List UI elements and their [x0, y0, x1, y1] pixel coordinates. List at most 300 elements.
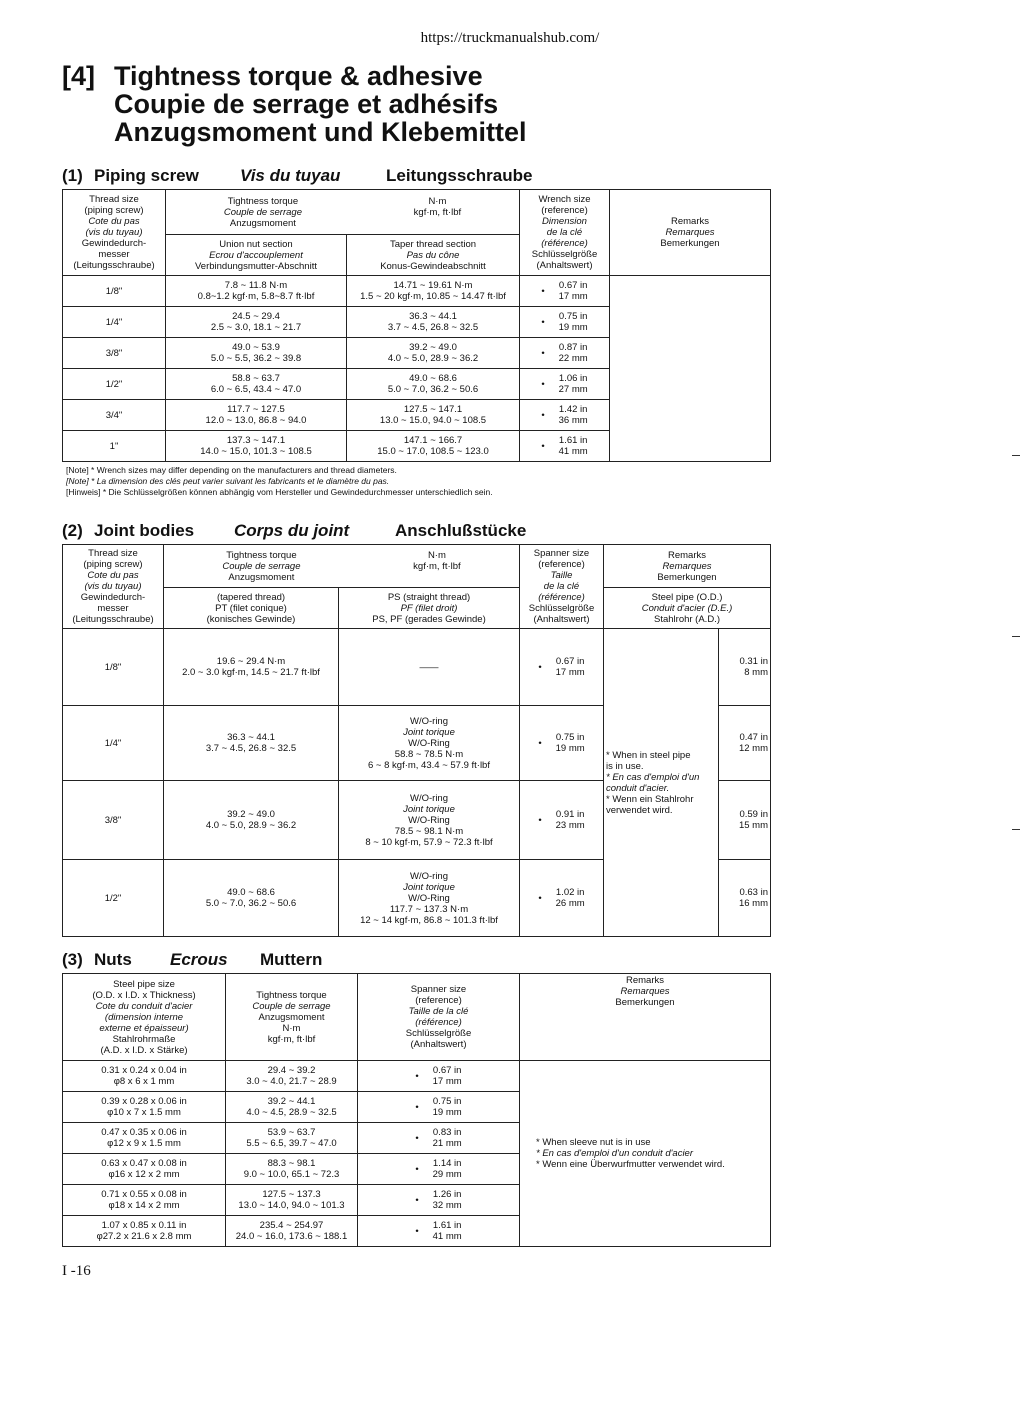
pipe-size-cell-line: φ8 x 6 x 1 mm [113, 1076, 175, 1087]
margin-mark [1012, 829, 1020, 830]
remarks-header-line: Remarks [625, 975, 664, 986]
bullet: • [538, 661, 542, 673]
ps-torque [339, 706, 520, 781]
spanner-size-header-line: de la clé [543, 581, 580, 592]
spanner-size-header-line: (reference) [538, 559, 585, 570]
section1-fr: Vis du tuyau [240, 166, 341, 185]
section2-en: Joint bodies [94, 521, 195, 540]
bullet: • [415, 1070, 419, 1082]
spanner-size-cell [358, 1216, 520, 1247]
section3-en: Nuts [94, 950, 132, 969]
bullet: • [541, 316, 545, 328]
section1-title [62, 166, 562, 186]
spanner-size-cell-line: 41 mm [432, 1231, 462, 1242]
remarks-header [610, 190, 771, 276]
spanner-size-cell-line: 0.91 in [555, 809, 585, 820]
torque-header-line: Anzugsmoment [229, 217, 296, 229]
heading-en-text: Tightness torque & adhesive [114, 61, 483, 91]
ps-header [339, 588, 520, 629]
union-nut-torque-line: 117.7 ~ 127.5 [227, 404, 285, 415]
union-nut-header-line: Ecrou d'accouplement [209, 249, 303, 261]
remark-text-line: * When in steel pipe [606, 749, 691, 761]
bullet: • [538, 814, 542, 826]
union-nut-torque-line: 2.5 ~ 3.0, 18.1 ~ 21.7 [210, 322, 302, 333]
pt-torque-line: 19.6 ~ 29.4 N·m [216, 656, 286, 667]
taper-thread-torque-line: 15.0 ~ 17.0, 108.5 ~ 123.0 [377, 446, 489, 457]
thread-size-cell-line: 1/8" [104, 661, 122, 673]
nut-torque-line: 53.9 ~ 63.7 [267, 1127, 316, 1138]
ps-torque-line: 58.8 ~ 78.5 N·m [394, 748, 464, 760]
remarks-header-line: Remarques [620, 986, 670, 997]
pipe-size-header-line: (dimension interne [104, 1011, 184, 1023]
wrench-size-header-line: Schlüsselgröße [531, 249, 598, 260]
thread-size-cell [63, 431, 166, 462]
nut-torque-line: 9.0 ~ 10.0, 65.1 ~ 72.3 [243, 1169, 340, 1180]
pt-torque [164, 860, 339, 937]
pt-torque-line: 5.0 ~ 7.0, 36.2 ~ 50.6 [205, 898, 297, 909]
steel-pipe-cell-line: 0.47 in [739, 732, 768, 743]
wrench-size-cell-line: 27 mm [558, 384, 588, 395]
thread-size-header-line: Thread size [88, 548, 138, 559]
union-nut-torque [166, 431, 347, 462]
nut-torque-line: 39.2 ~ 44.1 [267, 1096, 316, 1107]
ps-torque-line: 6 ~ 8 kgf·m, 43.4 ~ 57.9 ft·lbf [368, 759, 490, 771]
union-nut-torque [166, 369, 347, 400]
remarks-header-line: Remarks [667, 549, 706, 561]
ps-header-line: PF (filet droit) [400, 602, 458, 614]
pipe-size-cell-line: 0.31 x 0.24 x 0.04 in [101, 1065, 187, 1076]
section1-de: Leitungsschraube [386, 166, 533, 185]
pt-torque-line: 4.0 ~ 5.0, 28.9 ~ 36.2 [205, 820, 297, 831]
bullet: • [415, 1194, 419, 1206]
remarks-cell [610, 276, 771, 462]
bullet: • [415, 1163, 419, 1175]
pt-header-line: (tapered thread) [216, 591, 286, 603]
wrench-size-cell-line: 0.67 in [558, 280, 588, 291]
nut-torque-line: 3.0 ~ 4.0, 21.7 ~ 28.9 [246, 1076, 337, 1087]
ps-torque-line: W/O-ring [410, 870, 448, 882]
steel-pipe-header-line: Conduit d'acier (D.E.) [641, 602, 733, 614]
ps-torque [339, 629, 520, 706]
wrench-size-cell-line: 0.75 in [558, 311, 588, 322]
pipe-size-cell [63, 1216, 226, 1247]
pipe-size-cell-line: φ16 x 12 x 2 mm [108, 1169, 180, 1180]
union-nut-torque [166, 338, 347, 369]
nut-torque-line: 13.0 ~ 14.0, 94.0 ~ 101.3 [238, 1200, 345, 1211]
nut-torque-line: 4.0 ~ 4.5, 28.9 ~ 32.5 [246, 1107, 337, 1118]
thread-size-header-line: Gewindedurch- [81, 238, 147, 249]
union-nut-torque-line: 0.8~1.2 kgf·m, 5.8~8.7 ft·lbf [197, 291, 315, 302]
remark-text-line: * Wenn ein Stahlrohr [606, 793, 694, 805]
wrench-size-header-line: (reference) [541, 205, 588, 216]
nut-torque-line: 24.0 ~ 16.0, 173.6 ~ 188.1 [235, 1231, 348, 1242]
nut-torque-line: 235.4 ~ 254.97 [259, 1220, 324, 1231]
taper-thread-torque [347, 338, 520, 369]
wrench-size-cell [520, 276, 610, 307]
remark-text-line: * When sleeve nut is in use [536, 1137, 651, 1148]
pipe-size-cell [63, 1185, 226, 1216]
remarks-cell [604, 629, 719, 937]
steel-pipe-cell-line: 15 mm [738, 820, 768, 831]
bullet: • [541, 347, 545, 359]
spanner-size-header-line: Schlüsselgröße [528, 603, 595, 614]
taper-thread-header-line: Pas du cône [406, 249, 460, 261]
spanner-size-cell-line: 23 mm [555, 820, 585, 831]
union-nut-header-line: Verbindungsmutter-Abschnitt [195, 260, 317, 272]
spanner-size-cell-line: 0.67 in [555, 656, 585, 667]
steel-pipe-cell [719, 629, 771, 706]
nut-torque-line: 5.5 ~ 6.5, 39.7 ~ 47.0 [246, 1138, 337, 1149]
wrench-size-cell [520, 307, 610, 338]
spanner-size-cell-line: 1.14 in [432, 1158, 462, 1169]
thread-size-cell [63, 276, 166, 307]
ps-torque-line: W/O-Ring [408, 737, 450, 749]
wrench-size-cell [520, 369, 610, 400]
bullet: • [541, 285, 545, 297]
taper-thread-torque [347, 400, 520, 431]
pt-torque-line: 39.2 ~ 49.0 [227, 809, 275, 820]
pipe-size-cell [63, 1092, 226, 1123]
ps-torque-line: Joint torique [403, 803, 455, 815]
taper-thread-torque-line: 1.5 ~ 20 kgf·m, 10.85 ~ 14.47 ft·lbf [360, 291, 506, 302]
thread-size-cell-line: 1" [109, 440, 119, 452]
ps-torque-line: W/O-ring [410, 792, 448, 804]
steel-pipe-header [604, 588, 771, 629]
section3-fr: Ecrous [170, 950, 228, 969]
bullet: • [541, 409, 545, 421]
pipe-size-cell [63, 1154, 226, 1185]
nut-torque-line: 88.3 ~ 98.1 [267, 1158, 316, 1169]
spanner-size-cell [358, 1154, 520, 1185]
steel-pipe-cell [719, 860, 771, 937]
table-row [63, 276, 771, 307]
ps-torque-line: Joint torique [403, 881, 455, 893]
taper-thread-torque [347, 431, 520, 462]
pipe-size-cell-line: 0.71 x 0.55 x 0.08 in [101, 1189, 187, 1200]
wrench-size-cell-line: 17 mm [558, 291, 588, 302]
note-fr: [Note] * La dimension des clés peut varier suivant les fabricants et le diamètre du pas. [66, 476, 390, 486]
wrench-size-cell-line: 41 mm [558, 446, 588, 457]
union-nut-torque [166, 400, 347, 431]
nut-torque [226, 1185, 358, 1216]
heading-de: Anzugsmoment und Klebemittel [114, 117, 527, 147]
spanner-size-header-line: Schlüsselgröße [405, 1028, 472, 1039]
thread-size-header-line: messer [98, 249, 130, 260]
union-nut-torque-line: 14.0 ~ 15.0, 101.3 ~ 108.5 [200, 446, 312, 457]
taper-thread-torque-line: 4.0 ~ 5.0, 28.9 ~ 36.2 [387, 353, 479, 364]
ps-torque-line: Joint torique [403, 726, 455, 738]
steel-pipe-header-line: Steel pipe (O.D.) [651, 591, 723, 603]
ps-torque [339, 860, 520, 937]
thread-size-cell [63, 369, 166, 400]
wrench-size-header-line: Wrench size [538, 194, 591, 205]
pipe-size-header-line: externe et épaisseur) [99, 1022, 189, 1034]
pt-torque [164, 706, 339, 781]
pt-header [164, 588, 339, 629]
thread-size-header-line: messer [97, 603, 129, 614]
torque-header [226, 974, 358, 1061]
note-de: [Hinweis] * Die Schlüsselgrößen können abhängig vom Hersteller und Gewindedurchmesser unterschiedlich sein. [66, 487, 493, 497]
union-nut-torque-line: 58.8 ~ 63.7 [232, 373, 280, 384]
pipe-size-cell-line: φ27.2 x 21.6 x 2.8 mm [96, 1231, 192, 1242]
thread-size-cell-line: 1/2" [104, 892, 122, 904]
wrench-size-cell [520, 400, 610, 431]
wrench-size-cell-line: 0.87 in [558, 342, 588, 353]
table-header-row [63, 974, 771, 1061]
wrench-size-cell-line: 22 mm [558, 353, 588, 364]
bullet: • [538, 737, 542, 749]
spanner-size-cell [520, 860, 604, 937]
spanner-size-cell-line: 0.75 in [555, 732, 585, 743]
ps-torque [339, 781, 520, 860]
spanner-size-cell-line: 19 mm [432, 1107, 462, 1118]
thread-size-cell-line: 3/8" [105, 347, 123, 359]
spanner-size-header-line: Spanner size [410, 984, 467, 995]
torque-header-line: Couple de serrage [223, 206, 302, 218]
spanner-size-cell-line: 0.75 in [432, 1096, 462, 1107]
spanner-size-cell-line: 26 mm [555, 898, 585, 909]
spanner-size-cell [520, 781, 604, 860]
steel-pipe-cell-line: 8 mm [744, 667, 768, 678]
steel-pipe-cell-line: 16 mm [738, 898, 768, 909]
spanner-size-header [520, 545, 604, 629]
remarks-header-line: Remarques [665, 227, 715, 238]
bullet: • [541, 440, 545, 452]
spanner-size-cell [358, 1061, 520, 1092]
taper-thread-header [347, 235, 520, 276]
thread-size-cell [63, 629, 164, 706]
remark-text-line: conduit d'acier. [606, 782, 670, 794]
spanner-size-cell-line: 21 mm [432, 1138, 462, 1149]
section3-title [62, 950, 562, 970]
pt-torque-line: 36.3 ~ 44.1 [227, 732, 275, 743]
steel-pipe-cell-line: 0.63 in [739, 887, 768, 898]
spanner-size-header-line: (référence) [538, 592, 585, 603]
nut-torque-line: 29.4 ~ 39.2 [267, 1065, 316, 1076]
pipe-size-cell-line: φ18 x 14 x 2 mm [108, 1200, 180, 1211]
pipe-size-cell [63, 1123, 226, 1154]
union-nut-torque [166, 307, 347, 338]
thread-size-header-line: (Leitungsschraube) [72, 614, 154, 625]
ps-torque-line: W/O-Ring [408, 814, 450, 826]
section3-num: (3) [62, 950, 83, 969]
pipe-size-cell-line: 0.47 x 0.35 x 0.06 in [101, 1127, 187, 1138]
ps-torque-line: 8 ~ 10 kgf·m, 57.9 ~ 72.3 ft·lbf [365, 836, 493, 848]
spanner-size-cell [520, 706, 604, 781]
nut-torque [226, 1061, 358, 1092]
remark-text-line: * En cas d'emploi d'un [606, 771, 700, 783]
taper-thread-header-line: Konus-Gewindeabschnitt [380, 260, 486, 272]
torque-header-line: Tightness torque [226, 549, 297, 561]
remark-text-line: * Wenn eine Überwurfmutter verwendet wird. [536, 1159, 725, 1170]
joint-bodies-table [62, 544, 771, 937]
nuts-table [62, 973, 771, 1247]
thread-size-header-line: Cote du pas [87, 570, 139, 581]
wrench-size-cell [520, 338, 610, 369]
thread-size-header [63, 545, 164, 629]
torque-header-line: kgf·m, ft·lbf [267, 1033, 316, 1045]
pipe-size-header-line: Cote du conduit d'acier [95, 1000, 193, 1012]
spanner-size-cell-line: 29 mm [432, 1169, 462, 1180]
torque-header-line: Tightness torque [227, 195, 299, 207]
thread-size-cell [63, 400, 166, 431]
table-header-row [63, 190, 771, 235]
units-header-line: kgf·m, ft·lbf [413, 206, 462, 218]
spanner-size-cell-line: 0.83 in [432, 1127, 462, 1138]
pipe-size-header-line: (O.D. x I.D. x Thickness) [92, 989, 196, 1001]
union-nut-torque-line: 5.0 ~ 5.5, 36.2 ~ 39.8 [210, 353, 302, 364]
thread-size-header-line: (piping screw) [84, 205, 144, 216]
spanner-size-header [358, 974, 520, 1061]
thread-size-header-line: (vis du tuyau) [84, 581, 142, 592]
ps-header-line: PS, PF (gerades Gewinde) [372, 613, 486, 625]
union-nut-torque-line: 12.0 ~ 13.0, 86.8 ~ 94.0 [205, 415, 307, 426]
thread-size-cell [63, 706, 164, 781]
union-nut-header [166, 235, 347, 276]
pt-header-line: (konisches Gewinde) [206, 613, 296, 625]
wrench-size-cell [520, 431, 610, 462]
spanner-size-cell-line: 32 mm [432, 1200, 462, 1211]
pipe-size-header-line: Steel pipe size [113, 978, 175, 990]
remarks-header-line: Remarks [670, 216, 709, 227]
wrench-size-cell-line: 36 mm [558, 415, 588, 426]
nut-torque [226, 1123, 358, 1154]
wrench-size-header-line: (Anhaltswert) [536, 260, 593, 271]
taper-thread-torque-line: 39.2 ~ 49.0 [409, 342, 457, 353]
heading-number: [4] [62, 61, 95, 91]
pipe-size-cell-line: 0.63 x 0.47 x 0.08 in [101, 1158, 187, 1169]
wrench-size-cell-line: 1.42 in [558, 404, 588, 415]
pt-torque-line: 49.0 ~ 68.6 [227, 887, 275, 898]
margin-mark [1012, 455, 1020, 456]
source-url: https://truckmanualshub.com/ [420, 30, 600, 46]
units-header-line: N·m [427, 549, 446, 561]
spanner-size-header-line: Taille [550, 570, 573, 581]
ps-torque-line: W/O-Ring [408, 892, 450, 904]
taper-thread-header-line: Taper thread section [389, 238, 477, 250]
ps-torque-line: W/O-ring [410, 715, 448, 727]
thread-size-cell-line: 3/8" [104, 814, 122, 826]
union-nut-torque-line: 137.3 ~ 147.1 [226, 435, 286, 446]
thread-size-header [63, 190, 166, 276]
wrench-size-cell-line: 1.06 in [558, 373, 588, 384]
union-nut-torque [166, 276, 347, 307]
torque-header [166, 190, 520, 235]
remarks-header-line: Bemerkungen [657, 571, 717, 583]
remarks-header-line: Remarques [662, 560, 712, 572]
pipe-size-header [63, 974, 226, 1061]
section1-num: (1) [62, 166, 83, 185]
thread-size-header-line: (vis du tuyau) [85, 227, 143, 238]
thread-size-cell-line: 3/4" [105, 409, 123, 421]
remark-text-line: is in use. [606, 760, 644, 772]
steel-pipe-cell-line: 0.31 in [739, 656, 768, 667]
spanner-size-header-line: (référence) [415, 1017, 462, 1028]
spanner-size-cell [520, 629, 604, 706]
taper-thread-torque [347, 276, 520, 307]
taper-thread-torque [347, 369, 520, 400]
wrench-size-header-line: (référence) [541, 238, 588, 249]
spanner-size-cell-line: 17 mm [555, 667, 585, 678]
nut-torque [226, 1216, 358, 1247]
thread-size-header-line: (piping screw) [83, 559, 143, 570]
thread-size-header-line: (Leitungsschraube) [73, 260, 155, 271]
section1-notes [66, 465, 493, 498]
spanner-size-header-line: Taille de la clé [408, 1006, 469, 1017]
bullet: • [415, 1101, 419, 1113]
ps-torque-line: 12 ~ 14 kgf·m, 86.8 ~ 101.3 ft·lbf [360, 914, 498, 926]
taper-thread-torque-line: 147.1 ~ 166.7 [403, 435, 463, 446]
taper-thread-torque-line: 3.7 ~ 4.5, 26.8 ~ 32.5 [387, 322, 479, 333]
thread-size-cell-line: 1/2" [105, 378, 123, 390]
section2-de: Anschlußstücke [395, 521, 527, 540]
taper-thread-torque-line: 14.71 ~ 19.61 N·m [393, 280, 473, 291]
taper-thread-torque-line: 36.3 ~ 44.1 [409, 311, 457, 322]
table-header-row [63, 588, 771, 629]
steel-pipe-cell [719, 706, 771, 781]
union-nut-torque-line: 24.5 ~ 29.4 [232, 311, 280, 322]
union-nut-torque-line: 7.8 ~ 11.8 N·m [224, 280, 288, 291]
union-nut-header-line: Union nut section [219, 238, 293, 250]
pt-header-line: PT (filet conique) [215, 602, 287, 614]
spanner-size-cell-line: 17 mm [432, 1076, 462, 1087]
heading-en [62, 62, 483, 91]
bullet: • [538, 892, 542, 904]
thread-size-cell-line: 1/8" [105, 285, 123, 297]
spanner-size-header-line: (reference) [415, 995, 462, 1006]
wrench-size-cell-line: 1.61 in [558, 435, 588, 446]
section2-num: (2) [62, 521, 83, 540]
pipe-size-cell-line: 1.07 x 0.85 x 0.11 in [101, 1220, 187, 1231]
page-number: I -16 [62, 1263, 91, 1279]
wrench-size-header-line: Dimension [542, 216, 587, 227]
taper-thread-torque-line: 49.0 ~ 68.6 [409, 373, 457, 384]
torque-header-line: Couple de serrage [252, 1000, 331, 1012]
note-en: [Note] * Wrench sizes may differ depending on the manufacturers and thread diameters. [66, 465, 397, 475]
pipe-size-header-line: Stahlrohrmaße [112, 1033, 176, 1045]
taper-thread-torque-line: 5.0 ~ 7.0, 36.2 ~ 50.6 [387, 384, 479, 395]
wrench-size-header-line: de la clé [546, 227, 583, 238]
section2-title [62, 521, 562, 541]
margin-mark [1012, 636, 1020, 637]
pipe-size-cell-line: φ12 x 9 x 1.5 mm [107, 1138, 181, 1149]
torque-header-line: Anzugsmoment [258, 1011, 325, 1023]
pipe-size-header-line: (A.D. x I.D. x Stärke) [100, 1044, 188, 1056]
thread-size-cell-line: 1/4" [104, 737, 122, 749]
thread-size-header-line: Thread size [89, 194, 139, 205]
spanner-size-cell-line: 19 mm [555, 743, 585, 754]
remark-text-line: * En cas d'emploi d'un conduit d'acier [536, 1148, 694, 1159]
spanner-size-cell [358, 1123, 520, 1154]
heading-fr: Coupie de serrage et adhésifs [114, 89, 499, 119]
thread-size-header-line: Gewindedurch- [80, 592, 146, 603]
union-nut-torque-line: 6.0 ~ 6.5, 43.4 ~ 47.0 [210, 384, 302, 395]
pt-torque [164, 781, 339, 860]
pipe-size-cell-line: φ10 x 7 x 1.5 mm [107, 1107, 181, 1118]
wrench-size-cell-line: 19 mm [558, 322, 588, 333]
section2-fr: Corps du joint [234, 521, 350, 540]
spanner-size-cell-line: 1.02 in [555, 887, 585, 898]
torque-header-line: Tightness torque [256, 989, 327, 1001]
torque-header-line: Couple de serrage [222, 560, 301, 572]
pt-torque-line: 3.7 ~ 4.5, 26.8 ~ 32.5 [205, 743, 297, 754]
ps-torque-line: 117.7 ~ 137.3 N·m [389, 903, 469, 915]
spanner-size-header-line: (Anhaltswert) [410, 1039, 467, 1050]
remarks-header-line: Bemerkungen [660, 238, 720, 249]
bullet: • [541, 378, 545, 390]
torque-header-line: Anzugsmoment [228, 571, 295, 583]
steel-pipe-header-line: Stahlrohr (A.D.) [654, 613, 720, 625]
